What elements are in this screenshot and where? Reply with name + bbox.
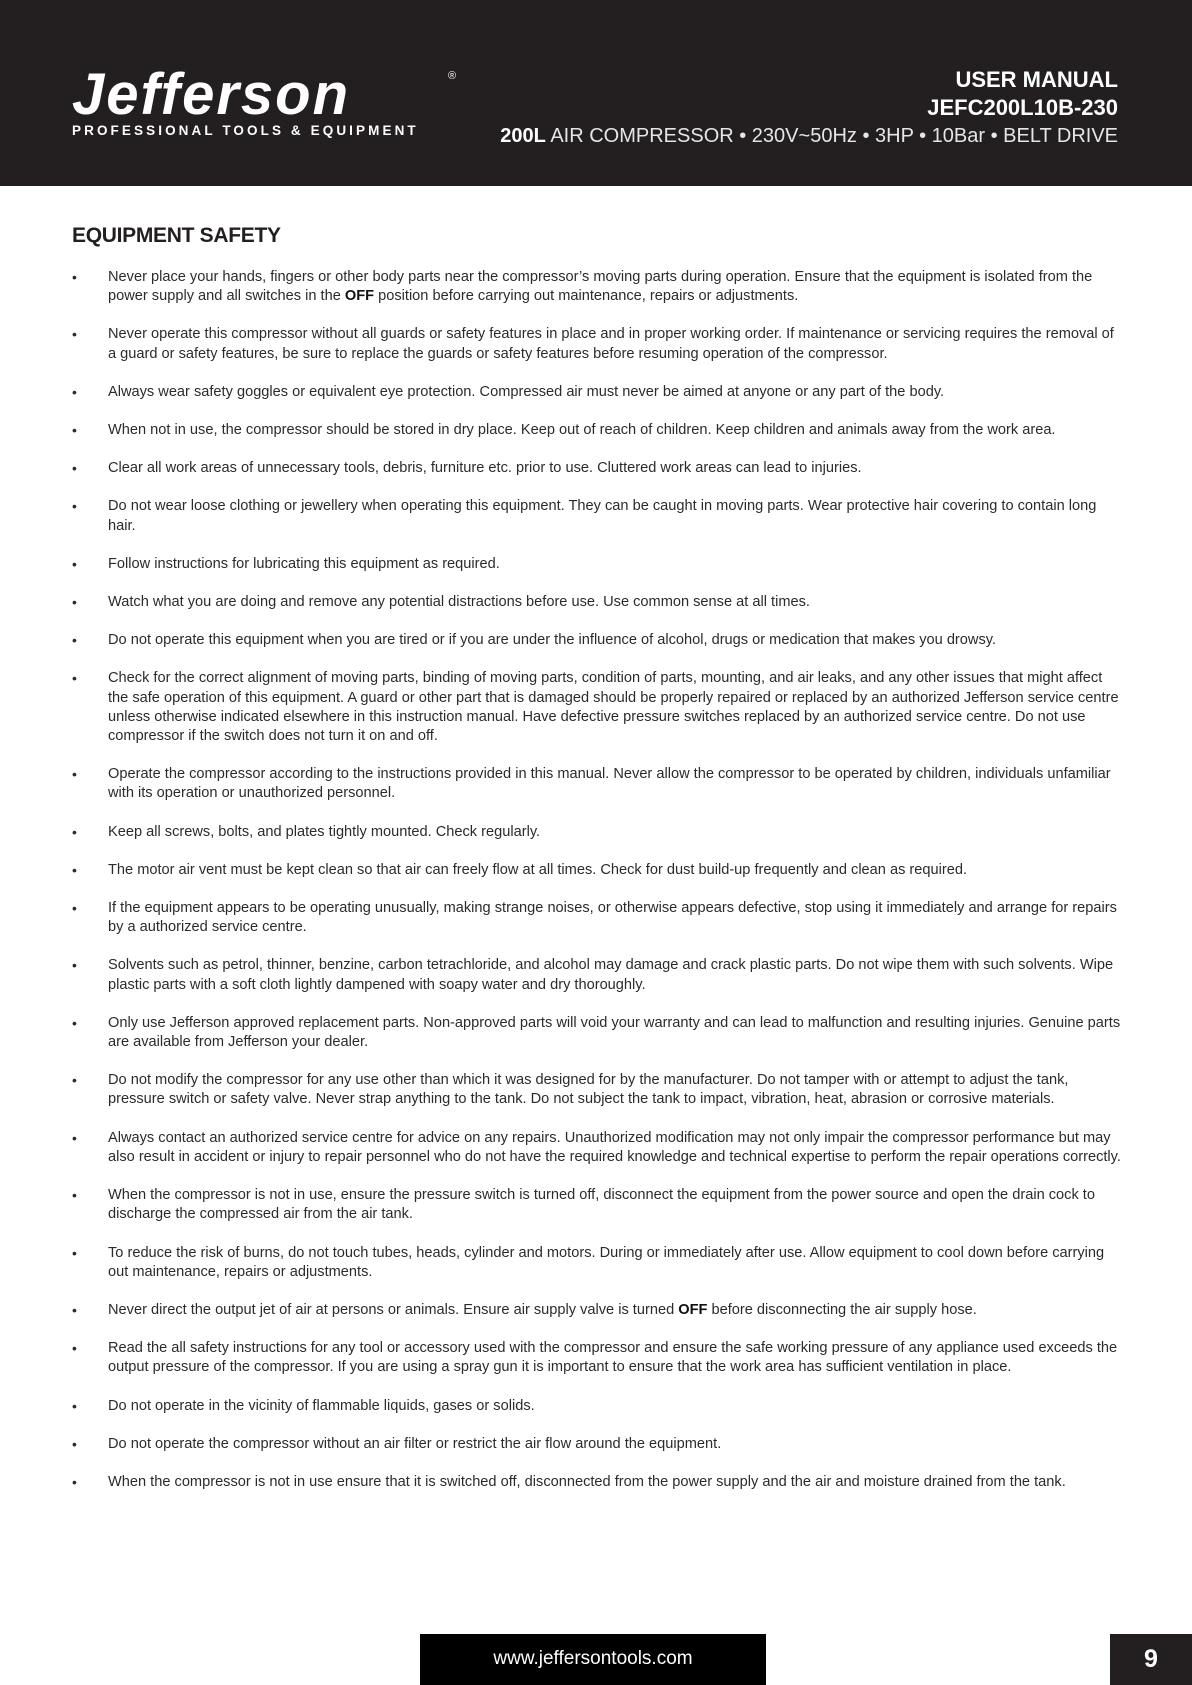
- safety-item-text: Check for the correct alignment of moving parts, binding of moving parts, condition of parts, mounting, and air leaks, and any other issues that might affect the safe operation of this equipment. A guard or other part that is damaged should be properly repaired or replaced by an authorized Jefferson service centre unless otherwise indicated elsewhere in this instruction manual. Have defective pressure switches replaced by an authorized service centre. Do not use compressor if the switch does not turn it on and off.: [108, 670, 1119, 745]
- bullet-icon: •: [72, 1244, 77, 1261]
- bullet-icon: •: [72, 1301, 77, 1318]
- safety-item-text-end: position before carrying out maintenance, repairs or adjustments.: [374, 288, 799, 305]
- bullet-icon: •: [72, 766, 77, 783]
- brand-logo: [72, 62, 472, 146]
- safety-item-text: Clear all work areas of unnecessary tools, debris, furniture etc. prior to use. Cluttered work areas can lead to injuries.: [108, 460, 862, 477]
- bullet-icon: •: [72, 594, 77, 611]
- page-number: 9: [1110, 1634, 1192, 1685]
- safety-item-text: Watch what you are doing and remove any potential distractions before use. Use common sense at all times.: [108, 594, 810, 611]
- bullet-icon: •: [72, 326, 77, 343]
- safety-item-emphasis: OFF: [344, 288, 375, 305]
- bullet-icon: •: [72, 1435, 77, 1452]
- safety-item: [72, 765, 1122, 803]
- bullet-icon: •: [72, 383, 77, 400]
- bullet-icon: •: [72, 460, 77, 477]
- safety-item: [72, 383, 1122, 402]
- bullet-icon: •: [72, 861, 77, 878]
- bullet-icon: •: [72, 1397, 77, 1414]
- bullet-icon: •: [72, 555, 77, 572]
- brand-tagline: PROFESSIONAL TOOLS & EQUIPMENT: [72, 123, 419, 138]
- safety-item: [72, 1473, 1122, 1492]
- safety-item-text: Never direct the output jet of air at persons or animals. Ensure air supply valve is turned: [108, 1301, 679, 1318]
- safety-item-text: The motor air vent must be kept clean so that air can freely flow at all times. Check for dust build-up frequently and clean as required.: [108, 861, 968, 878]
- safety-item-text: To reduce the risk of burns, do not touch tubes, heads, cylinder and motors. During or immediately after use. Allow equipment to cool down before carrying out maintenance, repairs or adjustments.: [108, 1244, 1105, 1280]
- bullet-icon: •: [72, 957, 77, 974]
- safety-item-text: When the compressor is not in use ensure that it is switched off, disconnected from the power supply and the air and moisture drained from the tank.: [108, 1473, 1066, 1490]
- bullet-icon: •: [72, 1473, 77, 1490]
- bullet-icon: •: [72, 670, 77, 687]
- safety-item: [72, 593, 1122, 612]
- safety-item: [72, 555, 1122, 574]
- safety-item: [72, 899, 1122, 937]
- section-title: EQUIPMENT SAFETY: [72, 224, 281, 247]
- safety-item: [72, 1301, 1122, 1320]
- safety-item-text: Do not wear loose clothing or jewellery when operating this equipment. They can be caught in moving parts. Wear protective hair covering to contain long hair.: [108, 498, 1097, 534]
- safety-item-text: Never place your hands, fingers or other body parts near the compressor’s moving parts during operation. Ensure that the equipment is isolated from the power supply and all switches in the: [108, 269, 1093, 305]
- safety-item-text: When not in use, the compressor should be stored in dry place. Keep out of reach of children. Keep children and animals away from the work area.: [108, 422, 1056, 439]
- bullet-icon: •: [72, 269, 77, 285]
- safety-item: [72, 1071, 1122, 1109]
- bullet-icon: •: [72, 422, 77, 439]
- safety-item: [72, 1244, 1122, 1282]
- safety-item: [72, 325, 1122, 363]
- brand-wordmark: Jefferson: [72, 62, 351, 127]
- doc-type: USER MANUAL: [955, 67, 1118, 92]
- bullet-icon: •: [72, 1072, 77, 1089]
- bullet-icon: •: [72, 823, 77, 840]
- safety-item: [72, 1186, 1122, 1224]
- safety-item: [72, 497, 1122, 535]
- safety-item: [72, 823, 1122, 842]
- safety-item-text: Never operate this compressor without all guards or safety features in place and in proper working order. If maintenance or servicing requires the removal of a guard or safety features, be sure to replace the guards or safety features before resuming operation of the compressor.: [108, 326, 1114, 362]
- footer-url[interactable]: www.jeffersontools.com: [420, 1634, 766, 1685]
- safety-item-text: Always contact an authorized service centre for advice on any repairs. Unauthorized modification may not only impair the compressor performance but may also result in accident or injury to repair personnel who do not have the required knowledge and technical expertise to perform the repair operations correctly.: [108, 1129, 1121, 1165]
- safety-item: [72, 459, 1122, 478]
- safety-item: [72, 861, 1122, 880]
- safety-item-text: Always wear safety goggles or equivalent eye protection. Compressed air must never be aimed at anyone or any part of the body.: [108, 383, 945, 400]
- safety-item-text: Only use Jefferson approved replacement parts. Non-approved parts will void your warranty and can lead to malfunction and resulting injuries. Genuine parts are available from Jefferson your dealer.: [108, 1014, 1121, 1051]
- header-info: [500, 66, 1118, 150]
- safety-item: [72, 268, 1122, 306]
- bullet-icon: •: [72, 632, 77, 649]
- safety-item-text-end: before disconnecting the air supply hose.: [707, 1301, 977, 1318]
- safety-item: [72, 1435, 1122, 1454]
- model-number: JEFC200L10B-230: [927, 95, 1118, 120]
- safety-item-text: Operate the compressor according to the instructions provided in this manual. Never allow the compressor to be operated by children, individuals unfamiliar with its operation or unauthorized personnel.: [108, 766, 1111, 802]
- safety-item-text: When the compressor is not in use, ensure the pressure switch is turned off, disconnect the equipment from the power source and open the drain cock to discharge the compressed air from the air tank.: [108, 1187, 1095, 1223]
- safety-item-text: Do not modify the compressor for any use other than which it was designed for by the manufacturer. Do not tamper with or attempt to adjust the tank, pressure switch or safety valve. Never strap anything to the tank. Do not subject the tank to impact, vibration, heat, abrasion or corrosive materials.: [108, 1072, 1069, 1108]
- safety-item-text: Keep all screws, bolts, and plates tightly mounted. Check regularly.: [108, 823, 541, 840]
- safety-item: [72, 631, 1122, 650]
- bullet-icon: •: [72, 1129, 77, 1146]
- safety-item-text: Solvents such as petrol, thinner, benzine, carbon tetrachloride, and alcohol may damage and crack plastic parts. Do not wipe them with such solvents. Wipe plastic parts with a soft cloth lightly dampened with soapy water and dry thoroughly.: [108, 957, 1114, 993]
- safety-item-text: Do not operate this equipment when you are tired or if you are under the influence of alcohol, drugs or medication that makes you drowsy.: [108, 632, 997, 649]
- safety-list: [72, 268, 1122, 1511]
- capacity: 200L: [500, 125, 546, 147]
- spec-text: AIR COMPRESSOR • 230V~50Hz • 3HP • 10Bar • BELT DRIVE: [550, 125, 1118, 147]
- safety-item: [72, 1129, 1122, 1167]
- safety-item-emphasis: OFF: [678, 1301, 708, 1318]
- safety-item: [72, 1397, 1122, 1416]
- safety-item-text: Read the all safety instructions for any tool or accessory used with the compressor and ensure the safe working pressure of any appliance used exceeds the output pressure of the compressor. If you are using a spray gun it is important to ensure that the work area has sufficient ventilation in place.: [108, 1340, 1118, 1376]
- safety-item: [72, 669, 1122, 746]
- safety-item-text: Do not operate in the vicinity of flammable liquids, gases or solids.: [108, 1397, 535, 1414]
- bullet-icon: •: [72, 1014, 77, 1031]
- safety-item-text: If the equipment appears to be operating unusually, making strange noises, or otherwise appears defective, stop using it immediately and arrange for repairs by a authorized service centre.: [108, 900, 1117, 936]
- bullet-icon: •: [72, 900, 77, 917]
- bullet-icon: •: [72, 1340, 77, 1357]
- safety-item: [72, 1014, 1122, 1052]
- safety-item-text: Do not operate the compressor without an air filter or restrict the air flow around the equipment.: [108, 1435, 722, 1452]
- page-header: [0, 0, 1192, 186]
- safety-item: [72, 421, 1122, 440]
- bullet-icon: •: [72, 1187, 77, 1204]
- bullet-icon: •: [72, 498, 77, 515]
- safety-item: [72, 956, 1122, 994]
- product-spec: [500, 122, 1118, 150]
- registered-mark: ®: [448, 70, 457, 82]
- safety-item: [72, 1339, 1122, 1377]
- safety-item-text: Follow instructions for lubricating this equipment as required.: [108, 555, 500, 572]
